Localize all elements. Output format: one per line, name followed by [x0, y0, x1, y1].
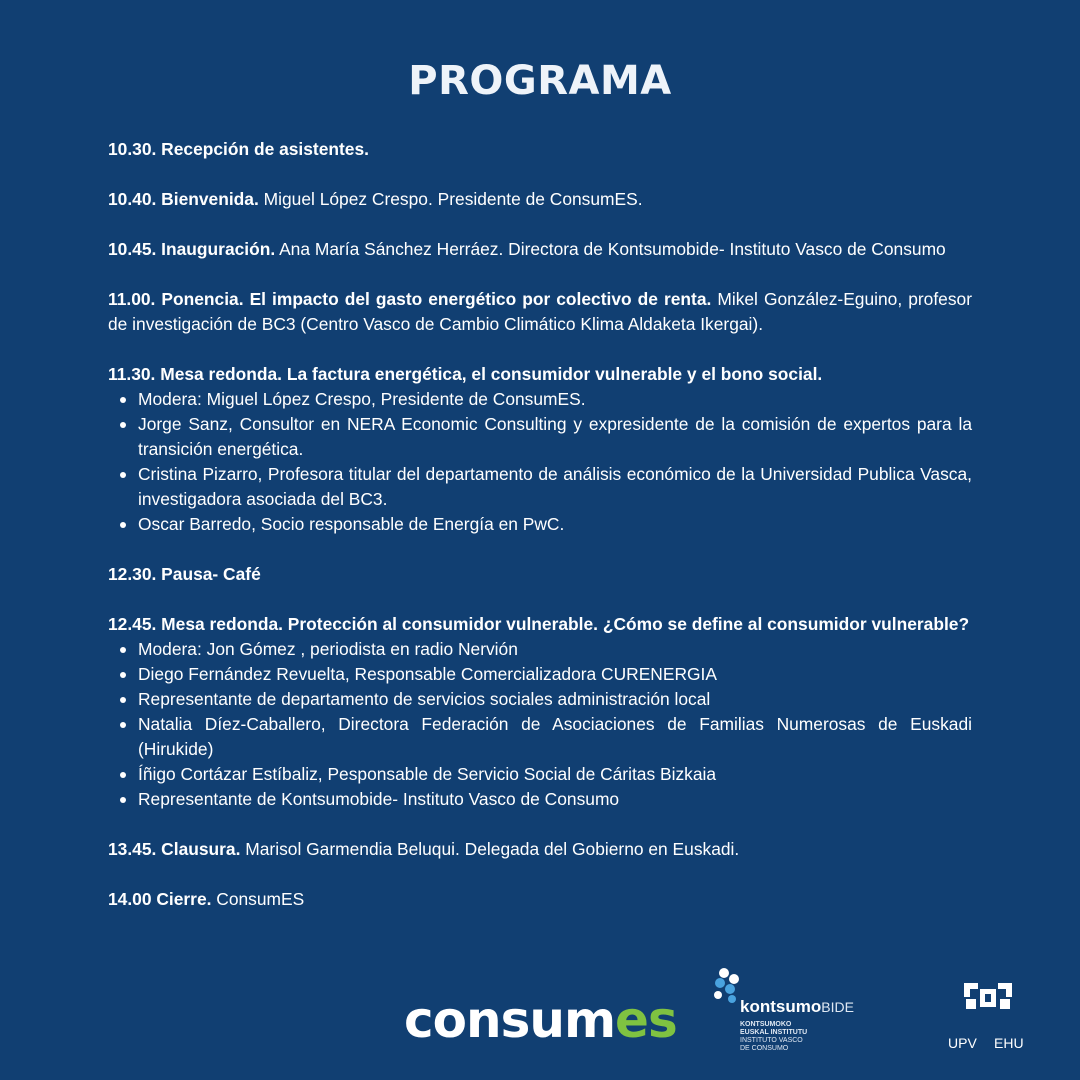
program-entry [108, 562, 972, 587]
panelist-list [108, 637, 972, 812]
program-entry-detail: ConsumES [211, 889, 305, 909]
panelist-item: Jorge Sanz, Consultor en NERA Economic Consulting y expresidente de la comisión de expertos para la transición energética. [108, 412, 972, 462]
program-entry-detail: Miguel López Crespo. Presidente de ConsumES. [258, 189, 643, 209]
program-entry-time-title: 13.45. Clausura. [108, 839, 241, 859]
program-entry-time-title: 10.30. Recepción de asistentes. [108, 139, 369, 159]
program-entry-text [108, 562, 972, 587]
panelist-item: Natalia Díez-Caballero, Directora Federación de Asociaciones de Familias Numerosas de Euskadi (Hirukide) [108, 712, 972, 762]
page-title: PROGRAMA [408, 58, 672, 104]
program-entry [108, 237, 972, 262]
upv-ehu-emblem-icon [962, 979, 1022, 1019]
program-entry-detail: Marisol Garmendia Beluqui. Delegada del Gobierno en Euskadi. [240, 839, 740, 859]
program-entry-time-title: 10.40. Bienvenida. [108, 189, 259, 209]
program-entry-time-title: 11.30. Mesa redonda. La factura energética, el consumidor vulnerable y el bono social. [108, 364, 823, 384]
panelist-list [108, 387, 972, 537]
program-entry-text [108, 887, 972, 912]
upv-ehu-logo [944, 979, 1034, 1059]
program-entry [108, 612, 972, 812]
panelist-item: Representante de departamento de servicios sociales administración local [108, 687, 972, 712]
program-entry [108, 287, 972, 337]
panelist-item: Cristina Pizarro, Profesora titular del departamento de análisis económico de la Universidad Publica Vasca, investigadora asociada del BC3. [108, 462, 972, 512]
panelist-item: Oscar Barredo, Socio responsable de Energía en PwC. [108, 512, 972, 537]
program-entry-time-title: 12.30. Pausa- Café [108, 564, 261, 584]
kontsumobide-subtitle: KONTSUMOKO EUSKAL INSTITUTU INSTITUTO VASCO DE CONSUMO [740, 1021, 808, 1052]
program-entry [108, 362, 972, 537]
kontsumobide-logo [712, 967, 887, 1059]
upv-label: UPV [948, 1035, 977, 1051]
program-entry-detail: Mikel González-Eguino, profesor de investigación de BC3 (Centro Vasco de Cambio Climático Klima Aldaketa Ikergai). [108, 289, 972, 334]
kontsumobide-wordmark: kontsumoBIDE [740, 997, 854, 1016]
program-entry-text [108, 187, 972, 212]
program-entry-text [108, 837, 972, 862]
sponsor-logos [0, 965, 1080, 1065]
program-entry-time-title: 10.45. Inauguración. [108, 239, 276, 259]
program-entry-text [108, 362, 972, 387]
program-entry-text [108, 287, 972, 337]
panelist-item: Modera: Miguel López Crespo, Presidente de ConsumES. [108, 387, 972, 412]
program-entry [108, 137, 972, 162]
program-entry-time-title: 11.00. Ponencia. El impacto del gasto energético por colectivo de renta. [108, 289, 712, 309]
panelist-item: Representante de Kontsumobide- Instituto Vasco de Consumo [108, 787, 972, 812]
consumes-logo: consumes [404, 991, 677, 1049]
program-entry [108, 837, 972, 862]
program-entry-text [108, 612, 972, 637]
panelist-item: Diego Fernández Revuelta, Responsable Comercializadora CURENERGIA [108, 662, 972, 687]
program-entry-time-title: 14.00 Cierre. [108, 889, 212, 909]
panelist-item: Íñigo Cortázar Estíbaliz, Pesponsable de Servicio Social de Cáritas Bizkaia [108, 762, 972, 787]
program-entry-time-title: 12.45. Mesa redonda. Protección al consumidor vulnerable. ¿Cómo se define al consumidor vulnerable? [108, 614, 970, 634]
program-entry [108, 187, 972, 212]
program-entry-text [108, 137, 972, 162]
program-entry-text [108, 237, 972, 262]
program-list [108, 137, 972, 937]
ehu-label: EHU [994, 1035, 1024, 1051]
program-entry-detail: Ana María Sánchez Herráez. Directora de Kontsumobide- Instituto Vasco de Consumo [275, 239, 946, 259]
panelist-item: Modera: Jon Gómez , periodista en radio Nervión [108, 637, 972, 662]
program-entry [108, 887, 972, 912]
